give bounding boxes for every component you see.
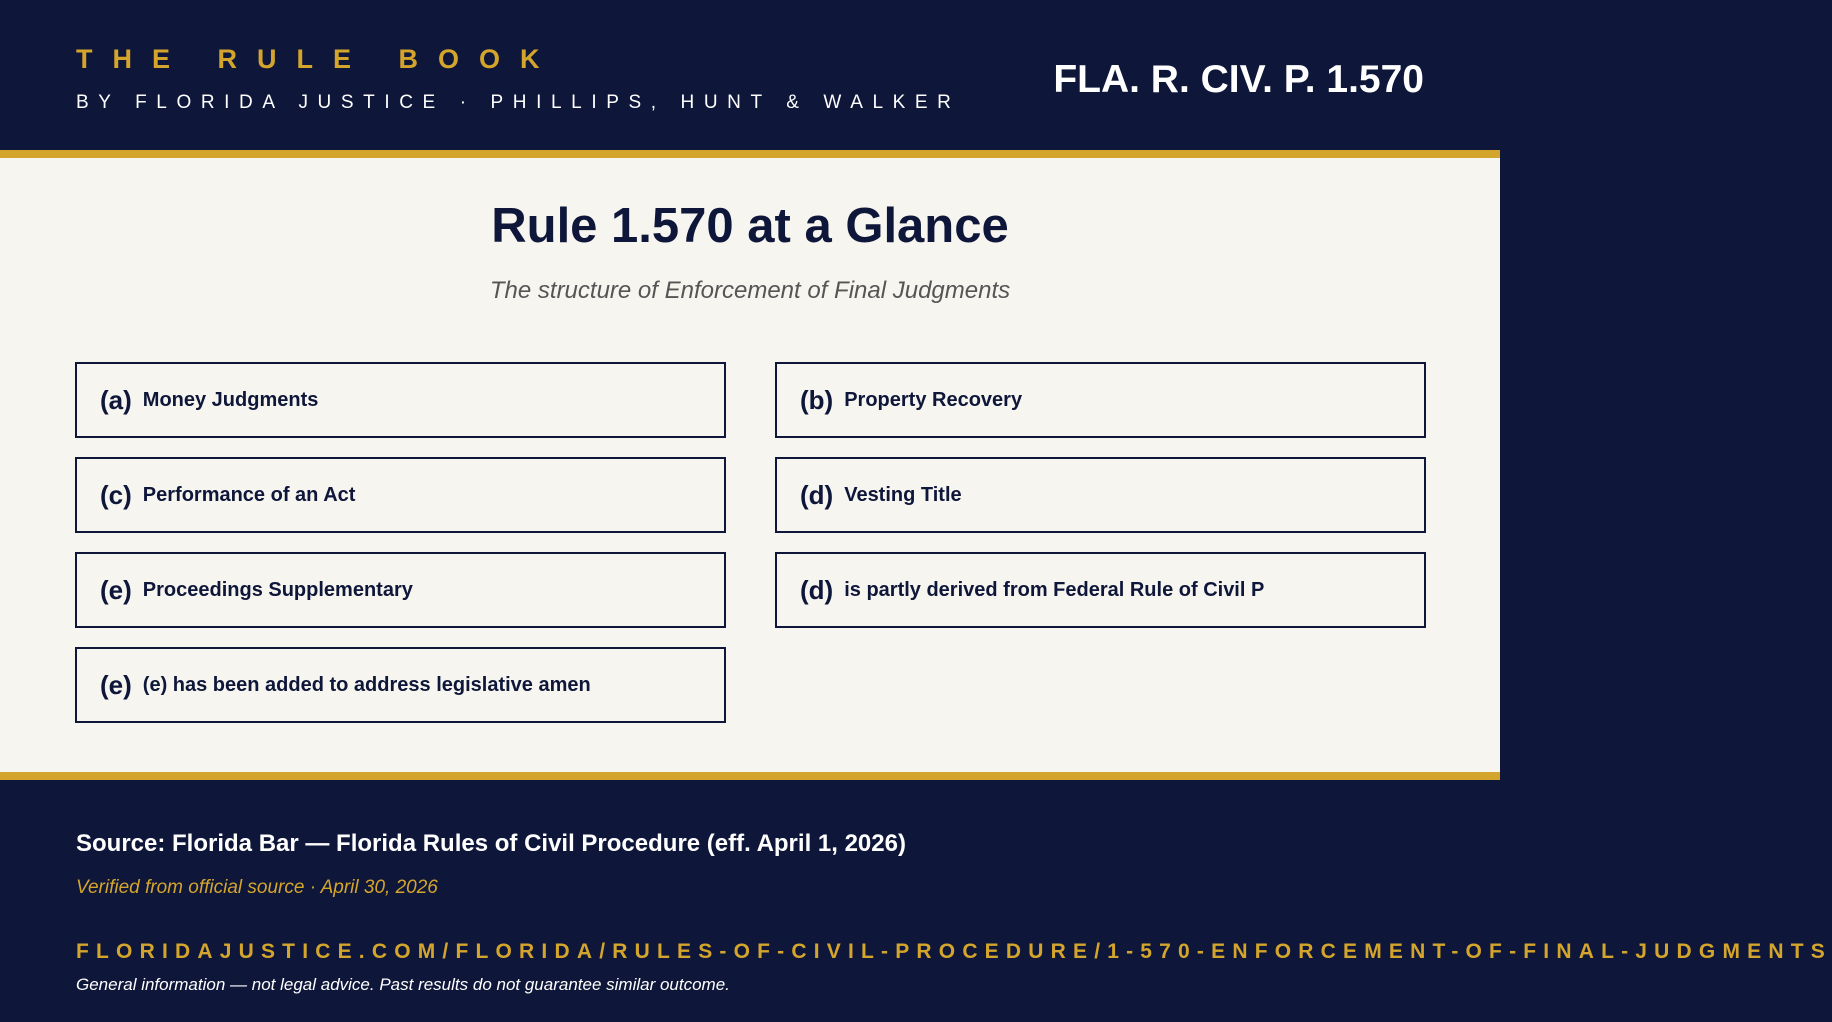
subdivision-card (75, 457, 726, 533)
subdivision-card (775, 552, 1426, 628)
brand-title: THE RULE BOOK (76, 44, 560, 74)
subdivision-card (75, 647, 726, 723)
subdivision-letter: (d) (800, 574, 834, 605)
subdivision-label: Proceedings Supplementary (142, 578, 413, 601)
bottom-gold-divider (0, 772, 1500, 780)
legal-disclaimer: General information — not legal advice. Past results do not guarantee similar outcome. (76, 975, 730, 994)
page-url-link[interactable]: FLORIDAJUSTICE.COM/FLORIDA/RULES-OF-CIVIL-PROCEDURE/1-570-ENFORCEMENT-OF-FINAL-JUDGMENTS (76, 940, 1832, 963)
subdivision-letter: (e) (100, 574, 132, 605)
subdivision-letter: (a) (100, 384, 132, 415)
main-content (0, 158, 1500, 772)
subdivision-label: Money Judgments (142, 388, 319, 411)
subdivision-letter: (c) (100, 479, 132, 510)
subdivision-label: is partly derived from Federal Rule of Civil P (844, 578, 1265, 601)
subdivision-label: (e) has been added to address legislative amen (142, 673, 591, 696)
subdivision-label: Property Recovery (844, 388, 1023, 411)
page-subtitle: The structure of Enforcement of Final Judgments (489, 277, 1011, 304)
subdivision-card (75, 552, 726, 628)
footer (0, 780, 1832, 1022)
header-banner (0, 0, 1500, 150)
source-citation: Source: Florida Bar — Florida Rules of Civil Procedure (eff. April 1, 2026) (76, 830, 906, 857)
subdivision-letter: (d) (800, 479, 834, 510)
subdivision-label: Performance of an Act (142, 483, 356, 506)
verified-note: Verified from official source · April 30, 2026 (76, 877, 438, 898)
subdivision-letter: (e) (100, 669, 132, 700)
top-gold-divider (0, 150, 1500, 158)
subdivision-card (75, 362, 726, 438)
subdivision-card (775, 362, 1426, 438)
page-title: Rule 1.570 at a Glance (491, 199, 1009, 253)
rule-citation: FLA. R. CIV. P. 1.570 (1053, 58, 1424, 101)
subdivision-label: Vesting Title (844, 483, 962, 506)
subdivision-card (775, 457, 1426, 533)
brand-byline: BY FLORIDA JUSTICE · PHILLIPS, HUNT & WALKER (76, 92, 961, 113)
subdivision-letter: (b) (800, 384, 834, 415)
